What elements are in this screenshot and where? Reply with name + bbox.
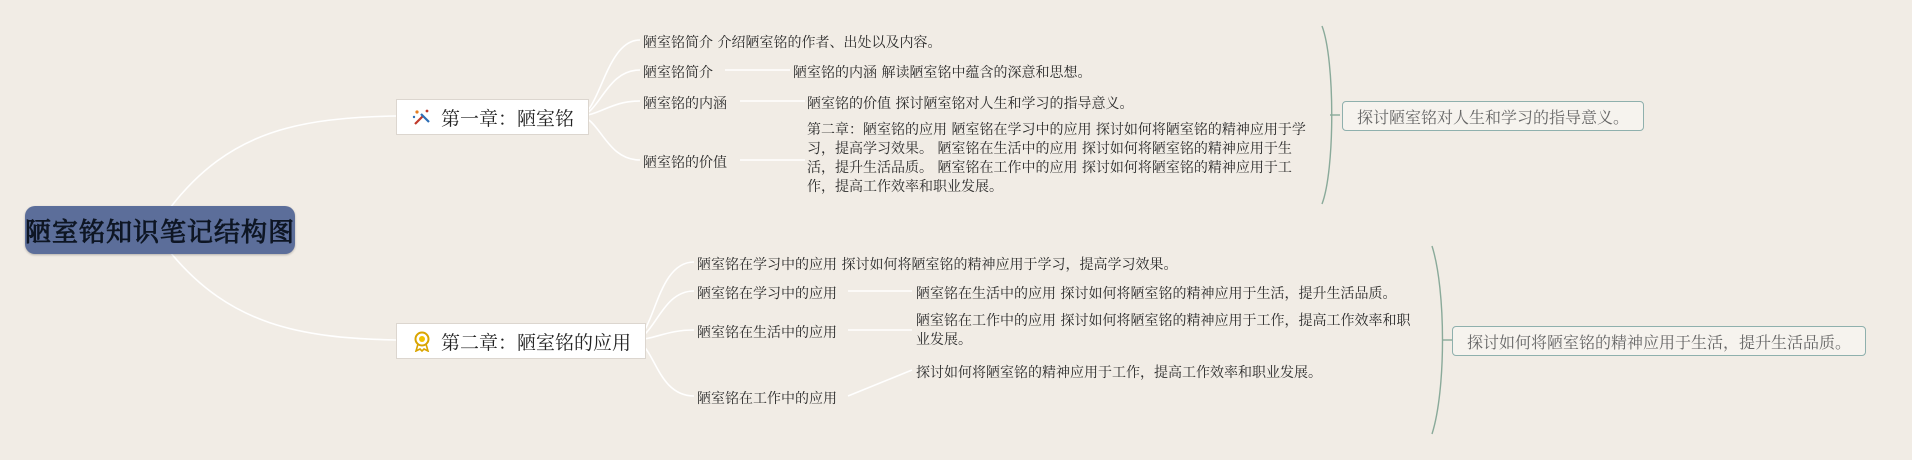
chapter-1-item-1[interactable]: 陋室铭简介 介绍陋室铭的作者、出处以及内容。 bbox=[643, 35, 942, 51]
root-title: 陋室铭知识笔记结构图 bbox=[25, 217, 296, 248]
chapter-2-item-2[interactable]: 陋室铭在学习中的应用 bbox=[697, 286, 837, 302]
chapter-2-item-1[interactable]: 陋室铭在学习中的应用 探讨如何将陋室铭的精神应用于学习，提高学习效果。 bbox=[697, 257, 1178, 273]
fireworks-icon bbox=[411, 106, 433, 128]
chapter-2-node[interactable] bbox=[396, 323, 646, 359]
chapter-1-item-2[interactable]: 陋室铭简介 bbox=[643, 65, 713, 81]
chapter-1-node[interactable] bbox=[396, 99, 589, 135]
chapter-2-detail-2[interactable]: 陋室铭在工作中的应用 探讨如何将陋室铭的精神应用于工作，提高工作效率和职业发展。 bbox=[916, 313, 1411, 348]
chapter-2-item-3[interactable]: 陋室铭在生活中的应用 bbox=[697, 325, 837, 341]
root-node[interactable] bbox=[25, 206, 295, 254]
chapter-2-item-4[interactable]: 陋室铭在工作中的应用 bbox=[697, 391, 837, 407]
chapter-2-title: 第二章：陋室铭的应用 bbox=[441, 331, 632, 354]
chapter-1-detail-3[interactable]: 第二章：陋室铭的应用 陋室铭在学习中的应用 探讨如何将陋室铭的精神应用于学习，提高学习效果。 陋室铭在生活中的应用 探讨如何将陋室铭的精神应用于生活，提升生活品质。 陋室铭在工作中的应用 探讨如何将陋室铭的精神应用于工作，提高工作效率和职业发展。 bbox=[807, 122, 1306, 195]
chapter-2-detail-3[interactable]: 探讨如何将陋室铭的精神应用于工作，提高工作效率和职业发展。 bbox=[916, 365, 1322, 381]
chapter-2-summary[interactable] bbox=[1452, 326, 1866, 356]
medal-icon bbox=[411, 330, 433, 352]
chapter-1-detail-2[interactable]: 陋室铭的价值 探讨陋室铭对人生和学习的指导意义。 bbox=[807, 96, 1134, 112]
chapter-1-title: 第一章：陋室铭 bbox=[441, 107, 575, 130]
chapter-1-detail-1[interactable]: 陋室铭的内涵 解读陋室铭中蕴含的深意和思想。 bbox=[793, 65, 1092, 81]
chapter-2-detail-1[interactable]: 陋室铭在生活中的应用 探讨如何将陋室铭的精神应用于生活，提升生活品质。 bbox=[916, 286, 1397, 302]
chapter-1-item-3[interactable]: 陋室铭的内涵 bbox=[643, 96, 727, 112]
chapter-1-summary[interactable] bbox=[1342, 101, 1644, 131]
chapter-2-summary-text: 探讨如何将陋室铭的精神应用于生活，提升生活品质。 bbox=[1467, 332, 1852, 352]
chapter-1-item-4[interactable]: 陋室铭的价值 bbox=[643, 155, 727, 171]
chapter-1-summary-text: 探讨陋室铭对人生和学习的指导意义。 bbox=[1357, 107, 1630, 127]
